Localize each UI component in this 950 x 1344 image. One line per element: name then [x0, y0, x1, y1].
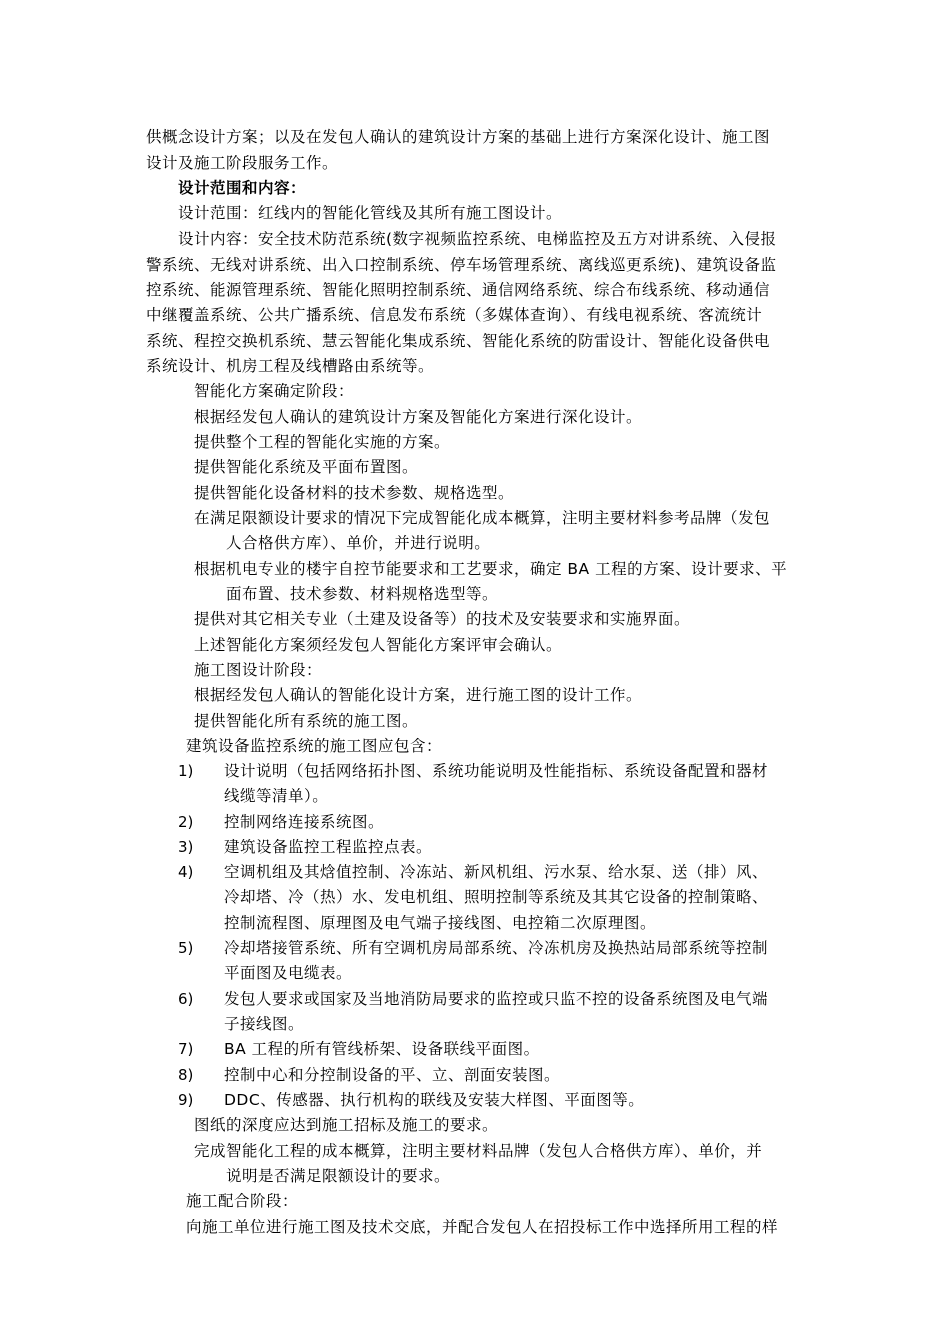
ba-list-item-4-line-1: 空调机组及其焓值控制、冷冻站、新风机组、污水泵、给水泵、送（排）风、 [224, 863, 769, 881]
ba-list-number-1: 1) [178, 762, 194, 780]
ba-list-item-2: 控制网络连接系统图。 [224, 813, 385, 831]
content-line-5: 系统、程控交换机系统、慧云智能化集成系统、智能化系统的防雷设计、智能化设备供电 [146, 332, 771, 350]
ba-list-item-1-line-1: 设计说明（包括网络拓扑图、系统功能说明及性能指标、系统设备配置和器材 [224, 762, 769, 780]
ba-list-item-5-line-2: 平面图及电缆表。 [224, 964, 353, 982]
ba-list-item-9: DDC、传感器、执行机构的联线及安装大样图、平面图等。 [224, 1091, 645, 1109]
ba-list-item-4-line-2: 冷却塔、冷（热）水、发电机组、照明控制等系统及其其它设备的控制策略、 [224, 888, 769, 906]
stage3-heading: 施工配合阶段： [186, 1192, 299, 1210]
stage1-item-8: 上述智能化方案须经发包人智能化方案评审会确认。 [194, 636, 563, 654]
ba-list-number-6: 6) [178, 990, 194, 1008]
intro-line-1: 供概念设计方案；以及在发包人确认的建筑设计方案的基础上进行方案深化设计、施工图 [146, 128, 771, 146]
stage1-heading: 智能化方案确定阶段： [194, 382, 355, 400]
ba-list-number-9: 9) [178, 1091, 194, 1109]
stage1-item-3: 提供智能化系统及平面布置图。 [194, 458, 419, 476]
intro-line-2: 设计及施工阶段服务工作。 [146, 154, 339, 172]
ba-list-item-7: BA 工程的所有管线桥架、设备联线平面图。 [224, 1040, 540, 1058]
stage1-item-4: 提供智能化设备材料的技术参数、规格选型。 [194, 484, 515, 502]
ba-list-number-8: 8) [178, 1066, 194, 1084]
ba-list-item-6-line-2: 子接线图。 [224, 1015, 305, 1033]
content-line-1: 设计内容：安全技术防范系统(数字视频监控系统、电梯监控及五方对讲系统、入侵报 [178, 230, 777, 248]
ba-list-number-4: 4) [178, 863, 194, 881]
stage3-line-1: 向施工单位进行施工图及技术交底，并配合发包人在招投标工作中选择所用工程的样 [186, 1218, 779, 1236]
cost-estimate-line-1: 完成智能化工程的成本概算，注明主要材料品牌（发包人合格供方库）、单价，并 [194, 1142, 763, 1160]
ba-list-item-6-line-1: 发包人要求或国家及当地消防局要求的监控或只监不控的设备系统图及电气端 [224, 990, 769, 1008]
stage1-item-7: 提供对其它相关专业（土建及设备等）的技术及安装要求和实施界面。 [194, 610, 691, 628]
ba-list-item-1-line-2: 线缆等清单）。 [224, 787, 329, 805]
stage1-item-5-line-1: 在满足限额设计要求的情况下完成智能化成本概算，注明主要材料参考品牌（发包 [194, 509, 771, 527]
content-line-4: 中继覆盖系统、公共广播系统、信息发布系统（多媒体查询）、有线电视系统、客流统计 [146, 306, 763, 324]
ba-list-item-5-line-1: 冷却塔接管系统、所有空调机房局部系统、冷冻机房及换热站局部系统等控制 [224, 939, 769, 957]
ba-heading: 建筑设备监控系统的施工图应包含： [186, 737, 443, 755]
content-line-6: 系统设计、机房工程及线槽路由系统等。 [146, 357, 435, 375]
ba-list-number-2: 2) [178, 813, 194, 831]
content-line-3: 控系统、能源管理系统、智能化照明控制系统、通信网络系统、综合布线系统、移动通信 [146, 281, 771, 299]
scope-heading: 设计范围和内容： [178, 179, 307, 197]
stage1-item-1: 根据经发包人确认的建筑设计方案及智能化方案进行深化设计。 [194, 408, 643, 426]
stage1-item-5-line-2: 人合格供方库）、单价，并进行说明。 [226, 534, 491, 552]
ba-list-item-3: 建筑设备监控工程监控点表。 [224, 838, 433, 856]
content-line-2: 警系统、无线对讲系统、出入口控制系统、停车场管理系统、离线巡更系统)、建筑设备监 [146, 256, 777, 274]
cost-estimate-line-2: 说明是否满足限额设计的要求。 [226, 1167, 451, 1185]
stage1-item-6-line-1: 根据机电专业的楼宇自控节能要求和工艺要求，确定 BA 工程的方案、设计要求、平 [194, 560, 788, 578]
stage2-item-1: 根据经发包人确认的智能化设计方案，进行施工图的设计工作。 [194, 686, 643, 704]
ba-list-item-4-line-3: 控制流程图、原理图及电气端子接线图、电控箱二次原理图。 [224, 914, 657, 932]
stage2-heading: 施工图设计阶段： [194, 661, 323, 679]
scope-text: 设计范围：红线内的智能化管线及其所有施工图设计。 [178, 204, 563, 222]
stage1-item-2: 提供整个工程的智能化实施的方案。 [194, 433, 451, 451]
stage2-item-2: 提供智能化所有系统的施工图。 [194, 712, 419, 730]
ba-list-number-7: 7) [178, 1040, 194, 1058]
ba-list-number-5: 5) [178, 939, 194, 957]
ba-list-item-8: 控制中心和分控制设备的平、立、剖面安装图。 [224, 1066, 561, 1084]
depth-requirement: 图纸的深度应达到施工招标及施工的要求。 [194, 1116, 499, 1134]
stage1-item-6-line-2: 面布置、技术参数、材料规格选型等。 [226, 585, 499, 603]
ba-list-number-3: 3) [178, 838, 194, 856]
